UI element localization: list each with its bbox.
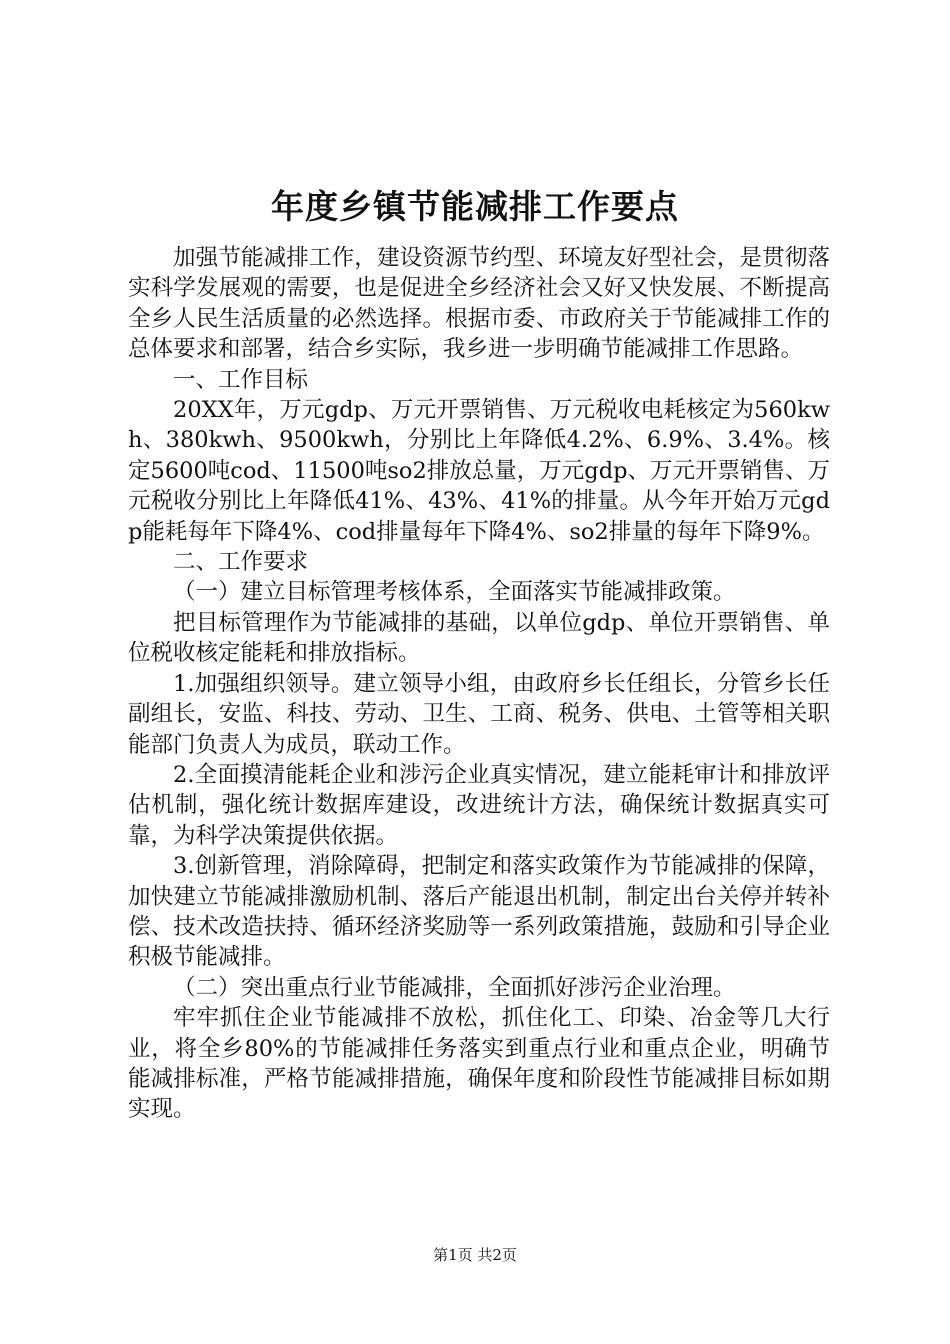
page-footer — [0, 1245, 950, 1265]
subsection-1-paragraph: 把目标管理作为节能减排的基础，以单位gdp、单位开票销售、单位税收核定能耗和排放指标。 — [128, 609, 830, 667]
item-1-paragraph: 1.加强组织领导。建立领导小组，由政府乡长任组长，分管乡长任副组长，安监、科技、劳动、卫生、工商、税务、供电、土管等相关职能部门负责人为成员，联动工作。 — [128, 670, 830, 758]
page-number: 第1页 — [433, 1246, 473, 1264]
subsection-heading-1: （一）建立目标管理考核体系，全面落实节能减排政策。 — [173, 579, 736, 606]
item-2-paragraph: 2.全面摸清能耗企业和涉污企业真实情况，建立能耗审计和排放评估机制，强化统计数据库建设，改进统计方法，确保统计数据真实可靠，为科学决策提供依据。 — [128, 761, 830, 849]
page-total: 共2页 — [477, 1246, 517, 1264]
goals-paragraph: 20XX年，万元gdp、万元开票销售、万元税收电耗核定为560kwh、380kwh、9500kwh，分别比上年降低4.2%、6.9%、3.4%。核定5600吨cod、11500吨so2排放总量，万元gdp、万元开票销售、万元税收分别比上年降低41%、43%、41%的排量。从今年开始万元gdp能耗每年下降4%、cod排量每年下降4%、so2排量的每年下降9%。 — [128, 397, 831, 545]
section-heading-goals: 一、工作目标 — [173, 366, 309, 393]
subsection-heading-2: （二）突出重点行业节能减排，全面抓好涉污企业治理。 — [173, 974, 736, 1001]
document-title: 年度乡镇节能减排工作要点 — [271, 187, 679, 226]
intro-paragraph: 加强节能减排工作，建设资源节约型、环境友好型社会，是贯彻落实科学发展观的需要，也是促进全乡经济社会又好又快发展、不断提高全乡人民生活质量的必然选择。根据市委、市政府关于节能减排工作的总体要求和部署，结合乡实际，我乡进一步明确节能减排工作思路。 — [128, 245, 830, 363]
section-heading-requirements: 二、工作要求 — [173, 549, 309, 576]
item-3-paragraph: 3.创新管理，消除障碍，把制定和落实政策作为节能减排的保障，加快建立节能减排激励机制、落后产能退出机制，制定出台关停并转补偿、技术改造扶持、循环经济奖励等一系列政策措施，鼓励和引导企业积极节能减排。 — [128, 853, 830, 971]
document-body — [128, 243, 830, 1125]
subsection-2-paragraph: 牢牢抓住企业节能减排不放松，抓住化工、印染、冶金等几大行业，将全乡80%的节能减排任务落实到重点行业和重点企业，明确节能减排标准，严格节能减排措施，确保年度和阶段性节能减排目标如期实现。 — [128, 1005, 830, 1123]
